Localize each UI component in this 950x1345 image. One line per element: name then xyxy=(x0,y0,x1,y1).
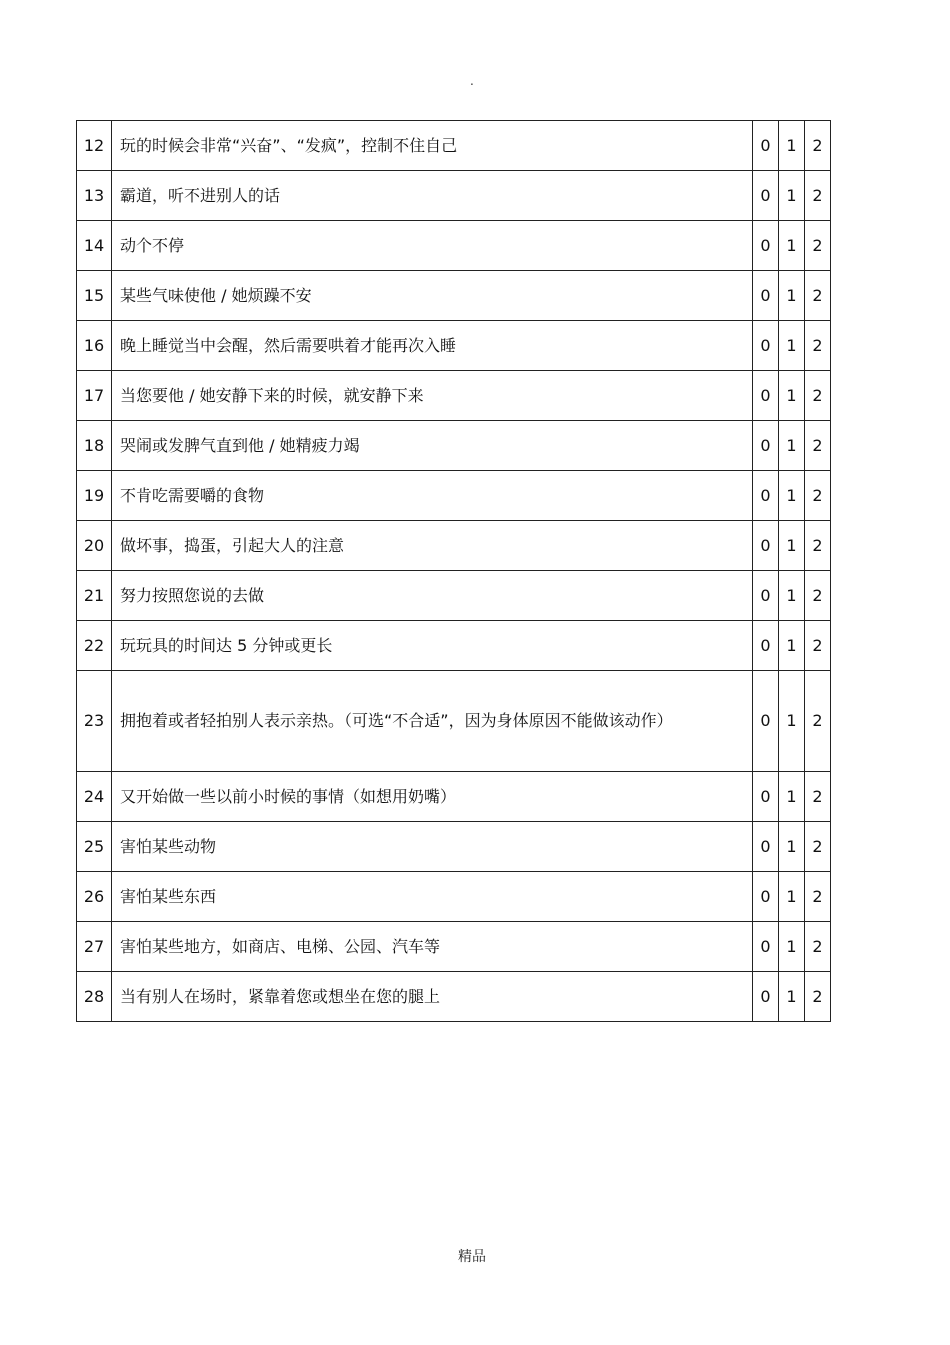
score-option-0[interactable]: 0 xyxy=(753,872,779,922)
item-number: 18 xyxy=(77,421,112,471)
page-footer: 精品 xyxy=(458,1249,486,1265)
score-option-0[interactable]: 0 xyxy=(753,321,779,371)
score-option-2[interactable]: 2 xyxy=(805,371,831,421)
item-number: 14 xyxy=(77,221,112,271)
score-option-0[interactable]: 0 xyxy=(753,922,779,972)
score-option-0[interactable]: 0 xyxy=(753,421,779,471)
score-option-0[interactable]: 0 xyxy=(753,621,779,671)
questionnaire-rows xyxy=(77,121,831,1022)
score-option-2[interactable]: 2 xyxy=(805,221,831,271)
item-number: 21 xyxy=(77,571,112,621)
table-row xyxy=(77,121,831,171)
score-option-1[interactable]: 1 xyxy=(779,171,805,221)
item-text-cell xyxy=(112,121,753,171)
score-option-2[interactable]: 2 xyxy=(805,471,831,521)
score-option-1[interactable]: 1 xyxy=(779,271,805,321)
score-option-2[interactable]: 2 xyxy=(805,822,831,872)
item-text: 当您要他 / 她安静下来的时候，就安静下来 xyxy=(120,385,424,405)
item-text: 玩玩具的时间达 5 分钟或更长 xyxy=(120,635,333,655)
item-text: 玩的时候会非常“兴奋”、“发疯”，控制不住自己 xyxy=(120,135,458,155)
table-row xyxy=(77,321,831,371)
score-option-2[interactable]: 2 xyxy=(805,121,831,171)
table-row xyxy=(77,471,831,521)
table-row xyxy=(77,671,831,772)
score-option-1[interactable]: 1 xyxy=(779,471,805,521)
score-option-0[interactable]: 0 xyxy=(753,471,779,521)
item-text: 害怕某些东西 xyxy=(120,886,217,906)
score-option-1[interactable]: 1 xyxy=(779,872,805,922)
item-text-cell xyxy=(112,471,753,521)
item-text: 努力按照您说的去做 xyxy=(120,585,265,605)
item-number: 19 xyxy=(77,471,112,521)
item-text-cell xyxy=(112,271,753,321)
table-row xyxy=(77,922,831,972)
table-row xyxy=(77,171,831,221)
item-text-cell xyxy=(112,171,753,221)
score-option-2[interactable]: 2 xyxy=(805,772,831,822)
item-number: 22 xyxy=(77,621,112,671)
item-text: 哭闹或发脾气直到他 / 她精疲力竭 xyxy=(120,435,360,455)
table-row xyxy=(77,271,831,321)
score-option-1[interactable]: 1 xyxy=(779,121,805,171)
item-text-cell xyxy=(112,671,753,772)
item-text-cell xyxy=(112,872,753,922)
score-option-2[interactable]: 2 xyxy=(805,421,831,471)
score-option-1[interactable]: 1 xyxy=(779,221,805,271)
score-option-1[interactable]: 1 xyxy=(779,772,805,822)
table-row xyxy=(77,872,831,922)
table-row xyxy=(77,421,831,471)
score-option-0[interactable]: 0 xyxy=(753,171,779,221)
score-option-0[interactable]: 0 xyxy=(753,521,779,571)
table-row xyxy=(77,972,831,1022)
score-option-0[interactable]: 0 xyxy=(753,671,779,772)
item-number: 26 xyxy=(77,872,112,922)
header-mark: . xyxy=(470,74,474,88)
item-number: 28 xyxy=(77,972,112,1022)
item-number: 15 xyxy=(77,271,112,321)
item-number: 25 xyxy=(77,822,112,872)
table-row xyxy=(77,621,831,671)
item-text-cell xyxy=(112,621,753,671)
item-number: 16 xyxy=(77,321,112,371)
score-option-0[interactable]: 0 xyxy=(753,822,779,872)
item-text: 当有别人在场时，紧靠着您或想坐在您的腿上 xyxy=(120,986,441,1006)
item-number: 24 xyxy=(77,772,112,822)
item-text: 害怕某些动物 xyxy=(120,836,217,856)
score-option-2[interactable]: 2 xyxy=(805,671,831,772)
score-option-2[interactable]: 2 xyxy=(805,922,831,972)
score-option-1[interactable]: 1 xyxy=(779,421,805,471)
score-option-0[interactable]: 0 xyxy=(753,772,779,822)
questionnaire-table xyxy=(76,120,831,1022)
score-option-2[interactable]: 2 xyxy=(805,571,831,621)
score-option-2[interactable]: 2 xyxy=(805,521,831,571)
item-text-cell xyxy=(112,772,753,822)
item-text: 拥抱着或者轻拍别人表示亲热。（可选“不合适”，因为身体原因不能做该动作） xyxy=(120,711,673,730)
score-option-1[interactable]: 1 xyxy=(779,371,805,421)
table-row xyxy=(77,521,831,571)
item-text: 做坏事，捣蛋，引起大人的注意 xyxy=(120,535,345,555)
score-option-0[interactable]: 0 xyxy=(753,121,779,171)
score-option-0[interactable]: 0 xyxy=(753,371,779,421)
score-option-2[interactable]: 2 xyxy=(805,621,831,671)
item-text-cell xyxy=(112,521,753,571)
item-text: 不肯吃需要嚼的食物 xyxy=(120,485,265,505)
table-row xyxy=(77,822,831,872)
score-option-2[interactable]: 2 xyxy=(805,271,831,321)
item-number: 20 xyxy=(77,521,112,571)
item-text: 霸道，听不进别人的话 xyxy=(120,185,281,205)
item-text: 晚上睡觉当中会醒，然后需要哄着才能再次入睡 xyxy=(120,335,457,355)
item-text: 动个不停 xyxy=(120,235,185,255)
score-option-1[interactable]: 1 xyxy=(779,571,805,621)
score-option-1[interactable]: 1 xyxy=(779,822,805,872)
item-number: 13 xyxy=(77,171,112,221)
score-option-0[interactable]: 0 xyxy=(753,972,779,1022)
item-text-cell xyxy=(112,822,753,872)
score-option-1[interactable]: 1 xyxy=(779,922,805,972)
item-text: 害怕某些地方，如商店、电梯、公园、汽车等 xyxy=(120,936,441,956)
score-option-1[interactable]: 1 xyxy=(779,621,805,671)
score-option-2[interactable]: 2 xyxy=(805,972,831,1022)
item-text-cell xyxy=(112,571,753,621)
item-text-cell xyxy=(112,972,753,1022)
item-number: 23 xyxy=(77,671,112,772)
item-text-cell xyxy=(112,922,753,972)
score-option-1[interactable]: 1 xyxy=(779,321,805,371)
score-option-2[interactable]: 2 xyxy=(805,872,831,922)
table-row xyxy=(77,571,831,621)
item-number: 27 xyxy=(77,922,112,972)
score-option-0[interactable]: 0 xyxy=(753,571,779,621)
score-option-0[interactable]: 0 xyxy=(753,271,779,321)
score-option-1[interactable]: 1 xyxy=(779,972,805,1022)
table-row xyxy=(77,221,831,271)
score-option-1[interactable]: 1 xyxy=(779,521,805,571)
item-text: 又开始做一些以前小时候的事情（如想用奶嘴） xyxy=(120,786,457,806)
item-text-cell xyxy=(112,371,753,421)
item-text-cell xyxy=(112,421,753,471)
table-row xyxy=(77,772,831,822)
score-option-1[interactable]: 1 xyxy=(779,671,805,772)
score-option-0[interactable]: 0 xyxy=(753,221,779,271)
item-text-cell xyxy=(112,321,753,371)
item-number: 17 xyxy=(77,371,112,421)
score-option-2[interactable]: 2 xyxy=(805,321,831,371)
item-text-cell xyxy=(112,221,753,271)
item-number: 12 xyxy=(77,121,112,171)
table-row xyxy=(77,371,831,421)
score-option-2[interactable]: 2 xyxy=(805,171,831,221)
item-text: 某些气味使他 / 她烦躁不安 xyxy=(120,285,312,305)
